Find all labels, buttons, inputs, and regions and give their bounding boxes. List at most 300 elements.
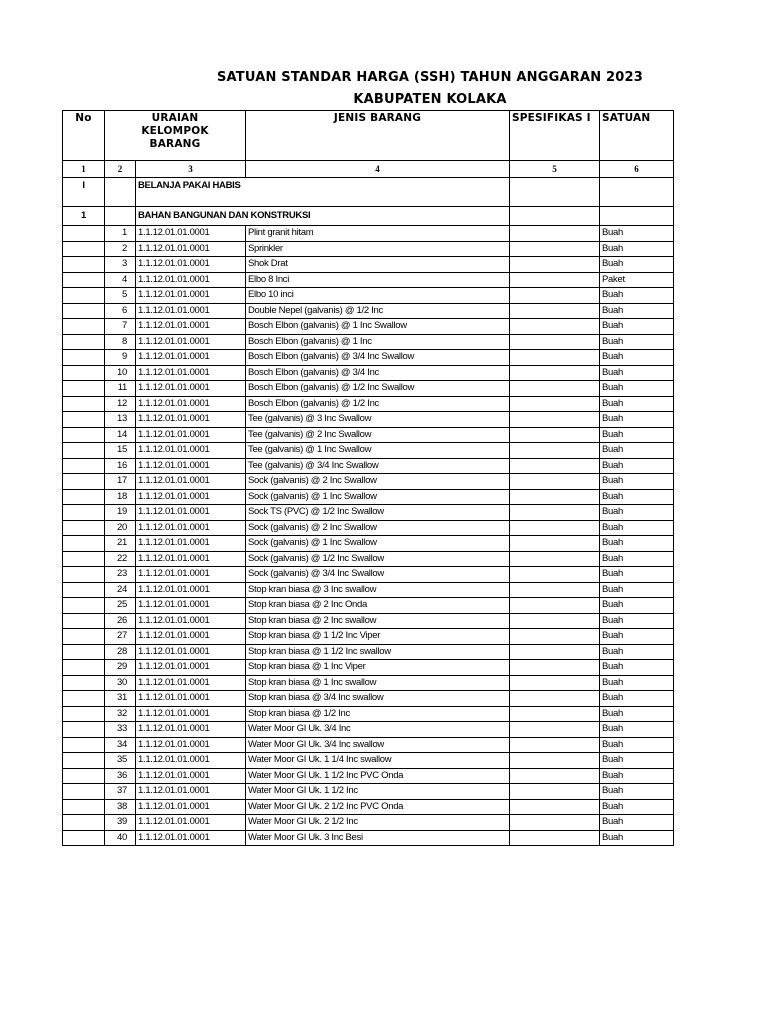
- row-jenis: Bosch Elbon (galvanis) @ 1/2 Inc Swallow: [246, 381, 510, 397]
- row-blank: [63, 815, 105, 831]
- row-blank: [63, 350, 105, 366]
- row-satuan: Buah: [600, 396, 674, 412]
- row-satuan: Buah: [600, 474, 674, 490]
- row-kode: 1.1.12.01.01.0001: [136, 272, 246, 288]
- table-row: [63, 830, 674, 846]
- row-spesifikasi: [510, 567, 600, 583]
- row-spesifikasi: [510, 241, 600, 257]
- row-blank: [63, 737, 105, 753]
- subsection-number: 1: [63, 207, 105, 226]
- row-jenis: Stop kran biasa @ 3/4 Inc swallow: [246, 691, 510, 707]
- row-number: 25: [105, 598, 136, 614]
- row-jenis: Sock (galvanis) @ 2 Inc Swallow: [246, 474, 510, 490]
- row-kode: 1.1.12.01.01.0001: [136, 396, 246, 412]
- row-kode: 1.1.12.01.01.0001: [136, 427, 246, 443]
- row-satuan: Buah: [600, 706, 674, 722]
- row-kode: 1.1.12.01.01.0001: [136, 691, 246, 707]
- table-row: [63, 241, 674, 257]
- table-row: [63, 536, 674, 552]
- row-satuan: Buah: [600, 799, 674, 815]
- row-kode: 1.1.12.01.01.0001: [136, 350, 246, 366]
- row-number: 1: [105, 226, 136, 242]
- row-jenis: Bosch Elbon (galvanis) @ 1 Inc: [246, 334, 510, 350]
- row-spesifikasi: [510, 582, 600, 598]
- col-number: 4: [246, 161, 510, 178]
- row-blank: [63, 706, 105, 722]
- row-kode: 1.1.12.01.01.0001: [136, 257, 246, 273]
- row-jenis: Sprinkler: [246, 241, 510, 257]
- row-spesifikasi: [510, 536, 600, 552]
- row-kode: 1.1.12.01.01.0001: [136, 582, 246, 598]
- row-jenis: Water Moor GI Uk. 1 1/4 Inc swallow: [246, 753, 510, 769]
- header-row: [63, 111, 674, 161]
- row-number: 37: [105, 784, 136, 800]
- row-spesifikasi: [510, 660, 600, 676]
- row-jenis: Water Moor GI Uk. 2 1/2 Inc PVC Onda: [246, 799, 510, 815]
- row-number: 36: [105, 768, 136, 784]
- table-row: [63, 319, 674, 335]
- row-spesifikasi: [510, 815, 600, 831]
- row-number: 29: [105, 660, 136, 676]
- row-spesifikasi: [510, 551, 600, 567]
- header-jenis: JENIS BARANG: [246, 111, 510, 161]
- row-kode: 1.1.12.01.01.0001: [136, 474, 246, 490]
- row-satuan: Buah: [600, 303, 674, 319]
- row-number: 21: [105, 536, 136, 552]
- col-number: 3: [136, 161, 246, 178]
- header-no: No: [63, 111, 105, 161]
- row-kode: 1.1.12.01.01.0001: [136, 815, 246, 831]
- row-number: 27: [105, 629, 136, 645]
- row-blank: [63, 474, 105, 490]
- row-satuan: Buah: [600, 613, 674, 629]
- row-number: 19: [105, 505, 136, 521]
- subsection-label: BAHAN BANGUNAN DAN KONSTRUKSI: [136, 207, 510, 226]
- row-number: 13: [105, 412, 136, 428]
- row-spesifikasi: [510, 226, 600, 242]
- table-row: [63, 520, 674, 536]
- row-satuan: Buah: [600, 226, 674, 242]
- row-kode: 1.1.12.01.01.0001: [136, 551, 246, 567]
- table-row: [63, 598, 674, 614]
- row-blank: [63, 288, 105, 304]
- table-row: [63, 257, 674, 273]
- row-jenis: Sock TS (PVC) @ 1/2 Inc Swallow: [246, 505, 510, 521]
- row-blank: [63, 613, 105, 629]
- row-satuan: Buah: [600, 241, 674, 257]
- col-number: 1: [63, 161, 105, 178]
- table-row: [63, 691, 674, 707]
- table-row: [63, 272, 674, 288]
- row-number: 24: [105, 582, 136, 598]
- row-kode: 1.1.12.01.01.0001: [136, 567, 246, 583]
- row-blank: [63, 691, 105, 707]
- row-number: 9: [105, 350, 136, 366]
- row-number: 14: [105, 427, 136, 443]
- row-jenis: Elbo 8 Inci: [246, 272, 510, 288]
- row-kode: 1.1.12.01.01.0001: [136, 381, 246, 397]
- row-number: 39: [105, 815, 136, 831]
- row-jenis: Shok Drat: [246, 257, 510, 273]
- row-jenis: Tee (galvanis) @ 1 Inc Swallow: [246, 443, 510, 459]
- row-blank: [63, 241, 105, 257]
- row-kode: 1.1.12.01.01.0001: [136, 334, 246, 350]
- row-satuan: Buah: [600, 567, 674, 583]
- row-jenis: Water Moor GI Uk. 1 1/2 Inc: [246, 784, 510, 800]
- col-number: 5: [510, 161, 600, 178]
- row-spesifikasi: [510, 799, 600, 815]
- row-spesifikasi: [510, 505, 600, 521]
- row-satuan: Buah: [600, 412, 674, 428]
- table-row: [63, 644, 674, 660]
- row-number: 34: [105, 737, 136, 753]
- row-satuan: Buah: [600, 551, 674, 567]
- row-satuan: Buah: [600, 598, 674, 614]
- row-kode: 1.1.12.01.01.0001: [136, 319, 246, 335]
- row-spesifikasi: [510, 644, 600, 660]
- section-label: BELANJA PAKAI HABIS: [136, 178, 510, 207]
- document-title: SATUAN STANDAR HARGA (SSH) TAHUN ANGGARAN 2023: [216, 70, 644, 85]
- row-spesifikasi: [510, 613, 600, 629]
- table-row: [63, 567, 674, 583]
- row-satuan: Buah: [600, 365, 674, 381]
- row-jenis: Water Moor GI Uk. 3 Inc Besi: [246, 830, 510, 846]
- row-kode: 1.1.12.01.01.0001: [136, 830, 246, 846]
- row-number: 32: [105, 706, 136, 722]
- row-number: 6: [105, 303, 136, 319]
- row-blank: [63, 334, 105, 350]
- header-uraian: URAIAN KELOMPOK BARANG: [105, 111, 246, 161]
- header-satuan: SATUAN: [600, 111, 674, 161]
- row-spesifikasi: [510, 737, 600, 753]
- row-blank: [63, 784, 105, 800]
- row-spesifikasi: [510, 753, 600, 769]
- row-kode: 1.1.12.01.01.0001: [136, 443, 246, 459]
- row-kode: 1.1.12.01.01.0001: [136, 458, 246, 474]
- row-kode: 1.1.12.01.01.0001: [136, 660, 246, 676]
- row-blank: [63, 226, 105, 242]
- ssh-table: [62, 110, 674, 846]
- row-kode: 1.1.12.01.01.0001: [136, 784, 246, 800]
- row-number: 16: [105, 458, 136, 474]
- row-satuan: Buah: [600, 319, 674, 335]
- row-kode: 1.1.12.01.01.0001: [136, 412, 246, 428]
- table-row: [63, 768, 674, 784]
- row-number: 26: [105, 613, 136, 629]
- row-satuan: Buah: [600, 830, 674, 846]
- row-jenis: Water Moor GI Uk. 3/4 Inc: [246, 722, 510, 738]
- row-jenis: Stop kran biasa @ 1 1/2 Inc swallow: [246, 644, 510, 660]
- row-spesifikasi: [510, 458, 600, 474]
- table-row: [63, 660, 674, 676]
- row-kode: 1.1.12.01.01.0001: [136, 241, 246, 257]
- table-row: [63, 582, 674, 598]
- row-number: 2: [105, 241, 136, 257]
- row-satuan: Buah: [600, 815, 674, 831]
- row-spesifikasi: [510, 691, 600, 707]
- row-kode: 1.1.12.01.01.0001: [136, 536, 246, 552]
- row-blank: [63, 567, 105, 583]
- row-kode: 1.1.12.01.01.0001: [136, 598, 246, 614]
- row-number: 7: [105, 319, 136, 335]
- row-spesifikasi: [510, 706, 600, 722]
- row-blank: [63, 381, 105, 397]
- row-blank: [63, 644, 105, 660]
- row-kode: 1.1.12.01.01.0001: [136, 505, 246, 521]
- row-blank: [63, 722, 105, 738]
- row-satuan: Buah: [600, 660, 674, 676]
- table-row: [63, 706, 674, 722]
- row-blank: [63, 257, 105, 273]
- row-number: 33: [105, 722, 136, 738]
- row-satuan: Buah: [600, 334, 674, 350]
- row-blank: [63, 458, 105, 474]
- row-jenis: Bosch Elbon (galvanis) @ 3/4 Inc Swallow: [246, 350, 510, 366]
- row-satuan: Buah: [600, 691, 674, 707]
- row-jenis: Stop kran biasa @ 1 1/2 Inc Viper: [246, 629, 510, 645]
- row-spesifikasi: [510, 272, 600, 288]
- row-satuan: Buah: [600, 536, 674, 552]
- table-row: [63, 288, 674, 304]
- row-spesifikasi: [510, 768, 600, 784]
- section-number: I: [63, 178, 105, 207]
- row-jenis: Water Moor GI Uk. 2 1/2 Inc: [246, 815, 510, 831]
- row-number: 8: [105, 334, 136, 350]
- row-jenis: Plint granit hitam: [246, 226, 510, 242]
- row-number: 15: [105, 443, 136, 459]
- row-spesifikasi: [510, 396, 600, 412]
- row-jenis: Water Moor GI Uk. 1 1/2 Inc PVC Onda: [246, 768, 510, 784]
- row-number: 30: [105, 675, 136, 691]
- row-number: 22: [105, 551, 136, 567]
- row-blank: [63, 396, 105, 412]
- row-satuan: Buah: [600, 644, 674, 660]
- row-satuan: Buah: [600, 505, 674, 521]
- row-blank: [63, 520, 105, 536]
- table-row: [63, 381, 674, 397]
- row-spesifikasi: [510, 350, 600, 366]
- table-row: [63, 412, 674, 428]
- row-number: 4: [105, 272, 136, 288]
- row-blank: [63, 489, 105, 505]
- table-row: [63, 551, 674, 567]
- row-jenis: Sock (galvanis) @ 1 Inc Swallow: [246, 489, 510, 505]
- row-jenis: Stop kran biasa @ 3 Inc swallow: [246, 582, 510, 598]
- row-spesifikasi: [510, 598, 600, 614]
- row-jenis: Double Nepel (galvanis) @ 1/2 Inc: [246, 303, 510, 319]
- row-jenis: Tee (galvanis) @ 2 Inc Swallow: [246, 427, 510, 443]
- row-blank: [63, 768, 105, 784]
- row-number: 12: [105, 396, 136, 412]
- col-number: 2: [105, 161, 136, 178]
- row-satuan: Buah: [600, 784, 674, 800]
- header-spesifikasi: SPESIFIKAS I: [510, 111, 600, 161]
- row-spesifikasi: [510, 288, 600, 304]
- row-jenis: Bosch Elbon (galvanis) @ 1/2 Inc: [246, 396, 510, 412]
- row-jenis: Tee (galvanis) @ 3/4 Inc Swallow: [246, 458, 510, 474]
- row-spesifikasi: [510, 474, 600, 490]
- row-jenis: Bosch Elbon (galvanis) @ 3/4 Inc: [246, 365, 510, 381]
- row-spesifikasi: [510, 381, 600, 397]
- row-blank: [63, 582, 105, 598]
- row-jenis: Sock (galvanis) @ 1/2 Inc Swallow: [246, 551, 510, 567]
- row-number: 38: [105, 799, 136, 815]
- row-blank: [63, 365, 105, 381]
- table-row: [63, 675, 674, 691]
- subsection-row: [63, 207, 674, 226]
- row-number: 18: [105, 489, 136, 505]
- row-number: 20: [105, 520, 136, 536]
- row-blank: [63, 551, 105, 567]
- row-kode: 1.1.12.01.01.0001: [136, 737, 246, 753]
- table-row: [63, 815, 674, 831]
- row-blank: [63, 443, 105, 459]
- row-satuan: Buah: [600, 458, 674, 474]
- table-row: [63, 458, 674, 474]
- row-number: 5: [105, 288, 136, 304]
- table-row: [63, 489, 674, 505]
- column-number-row: [63, 161, 674, 178]
- row-number: 10: [105, 365, 136, 381]
- table-row: [63, 303, 674, 319]
- row-kode: 1.1.12.01.01.0001: [136, 706, 246, 722]
- row-satuan: Buah: [600, 737, 674, 753]
- row-blank: [63, 660, 105, 676]
- row-kode: 1.1.12.01.01.0001: [136, 799, 246, 815]
- row-jenis: Sock (galvanis) @ 2 Inc Swallow: [246, 520, 510, 536]
- row-kode: 1.1.12.01.01.0001: [136, 489, 246, 505]
- row-blank: [63, 427, 105, 443]
- row-satuan: Buah: [600, 350, 674, 366]
- row-spesifikasi: [510, 443, 600, 459]
- row-blank: [63, 303, 105, 319]
- row-jenis: Bosch Elbon (galvanis) @ 1 Inc Swallow: [246, 319, 510, 335]
- row-blank: [63, 412, 105, 428]
- row-blank: [63, 598, 105, 614]
- row-kode: 1.1.12.01.01.0001: [136, 644, 246, 660]
- row-kode: 1.1.12.01.01.0001: [136, 365, 246, 381]
- row-kode: 1.1.12.01.01.0001: [136, 288, 246, 304]
- row-blank: [63, 799, 105, 815]
- row-jenis: Stop kran biasa @ 1/2 Inc: [246, 706, 510, 722]
- row-kode: 1.1.12.01.01.0001: [136, 629, 246, 645]
- row-satuan: Buah: [600, 722, 674, 738]
- section-row: [63, 178, 674, 207]
- document-subtitle: KABUPATEN KOLAKA: [353, 92, 507, 107]
- row-blank: [63, 753, 105, 769]
- row-kode: 1.1.12.01.01.0001: [136, 768, 246, 784]
- row-satuan: Buah: [600, 520, 674, 536]
- row-satuan: Paket: [600, 272, 674, 288]
- row-number: 23: [105, 567, 136, 583]
- row-blank: [63, 505, 105, 521]
- row-spesifikasi: [510, 427, 600, 443]
- row-number: 35: [105, 753, 136, 769]
- row-jenis: Elbo 10 inci: [246, 288, 510, 304]
- row-jenis: Sock (galvanis) @ 3/4 Inc Swallow: [246, 567, 510, 583]
- row-number: 40: [105, 830, 136, 846]
- row-kode: 1.1.12.01.01.0001: [136, 226, 246, 242]
- row-spesifikasi: [510, 489, 600, 505]
- row-spesifikasi: [510, 675, 600, 691]
- row-spesifikasi: [510, 830, 600, 846]
- table-row: [63, 474, 674, 490]
- row-blank: [63, 629, 105, 645]
- row-satuan: Buah: [600, 257, 674, 273]
- table-row: [63, 396, 674, 412]
- row-satuan: Buah: [600, 427, 674, 443]
- row-number: 17: [105, 474, 136, 490]
- row-satuan: Buah: [600, 443, 674, 459]
- row-spesifikasi: [510, 334, 600, 350]
- row-jenis: Sock (galvanis) @ 1 Inc Swallow: [246, 536, 510, 552]
- row-satuan: Buah: [600, 753, 674, 769]
- row-satuan: Buah: [600, 381, 674, 397]
- table-row: [63, 799, 674, 815]
- table-row: [63, 505, 674, 521]
- row-jenis: Water Moor GI Uk. 3/4 Inc swallow: [246, 737, 510, 753]
- row-spesifikasi: [510, 412, 600, 428]
- row-blank: [63, 830, 105, 846]
- table-row: [63, 365, 674, 381]
- row-blank: [63, 536, 105, 552]
- row-jenis: Stop kran biasa @ 1 Inc swallow: [246, 675, 510, 691]
- row-jenis: Stop kran biasa @ 2 Inc Onda: [246, 598, 510, 614]
- row-satuan: Buah: [600, 675, 674, 691]
- row-kode: 1.1.12.01.01.0001: [136, 675, 246, 691]
- row-spesifikasi: [510, 784, 600, 800]
- table-row: [63, 737, 674, 753]
- row-kode: 1.1.12.01.01.0001: [136, 722, 246, 738]
- row-spesifikasi: [510, 520, 600, 536]
- row-jenis: Stop kran biasa @ 1 Inc Viper: [246, 660, 510, 676]
- table-row: [63, 722, 674, 738]
- row-satuan: Buah: [600, 582, 674, 598]
- table-row: [63, 753, 674, 769]
- row-satuan: Buah: [600, 489, 674, 505]
- row-satuan: Buah: [600, 288, 674, 304]
- row-number: 31: [105, 691, 136, 707]
- row-satuan: Buah: [600, 768, 674, 784]
- table-row: [63, 784, 674, 800]
- row-kode: 1.1.12.01.01.0001: [136, 613, 246, 629]
- row-blank: [63, 675, 105, 691]
- row-spesifikasi: [510, 365, 600, 381]
- table-row: [63, 226, 674, 242]
- table-row: [63, 629, 674, 645]
- row-number: 11: [105, 381, 136, 397]
- row-kode: 1.1.12.01.01.0001: [136, 303, 246, 319]
- row-kode: 1.1.12.01.01.0001: [136, 753, 246, 769]
- row-satuan: Buah: [600, 629, 674, 645]
- table-row: [63, 427, 674, 443]
- row-number: 3: [105, 257, 136, 273]
- row-spesifikasi: [510, 303, 600, 319]
- table-row: [63, 613, 674, 629]
- row-jenis: Stop kran biasa @ 2 Inc swallow: [246, 613, 510, 629]
- table-row: [63, 350, 674, 366]
- table-row: [63, 334, 674, 350]
- row-spesifikasi: [510, 319, 600, 335]
- row-spesifikasi: [510, 629, 600, 645]
- row-spesifikasi: [510, 257, 600, 273]
- row-kode: 1.1.12.01.01.0001: [136, 520, 246, 536]
- table-row: [63, 443, 674, 459]
- col-number: 6: [600, 161, 674, 178]
- row-number: 28: [105, 644, 136, 660]
- row-spesifikasi: [510, 722, 600, 738]
- row-blank: [63, 319, 105, 335]
